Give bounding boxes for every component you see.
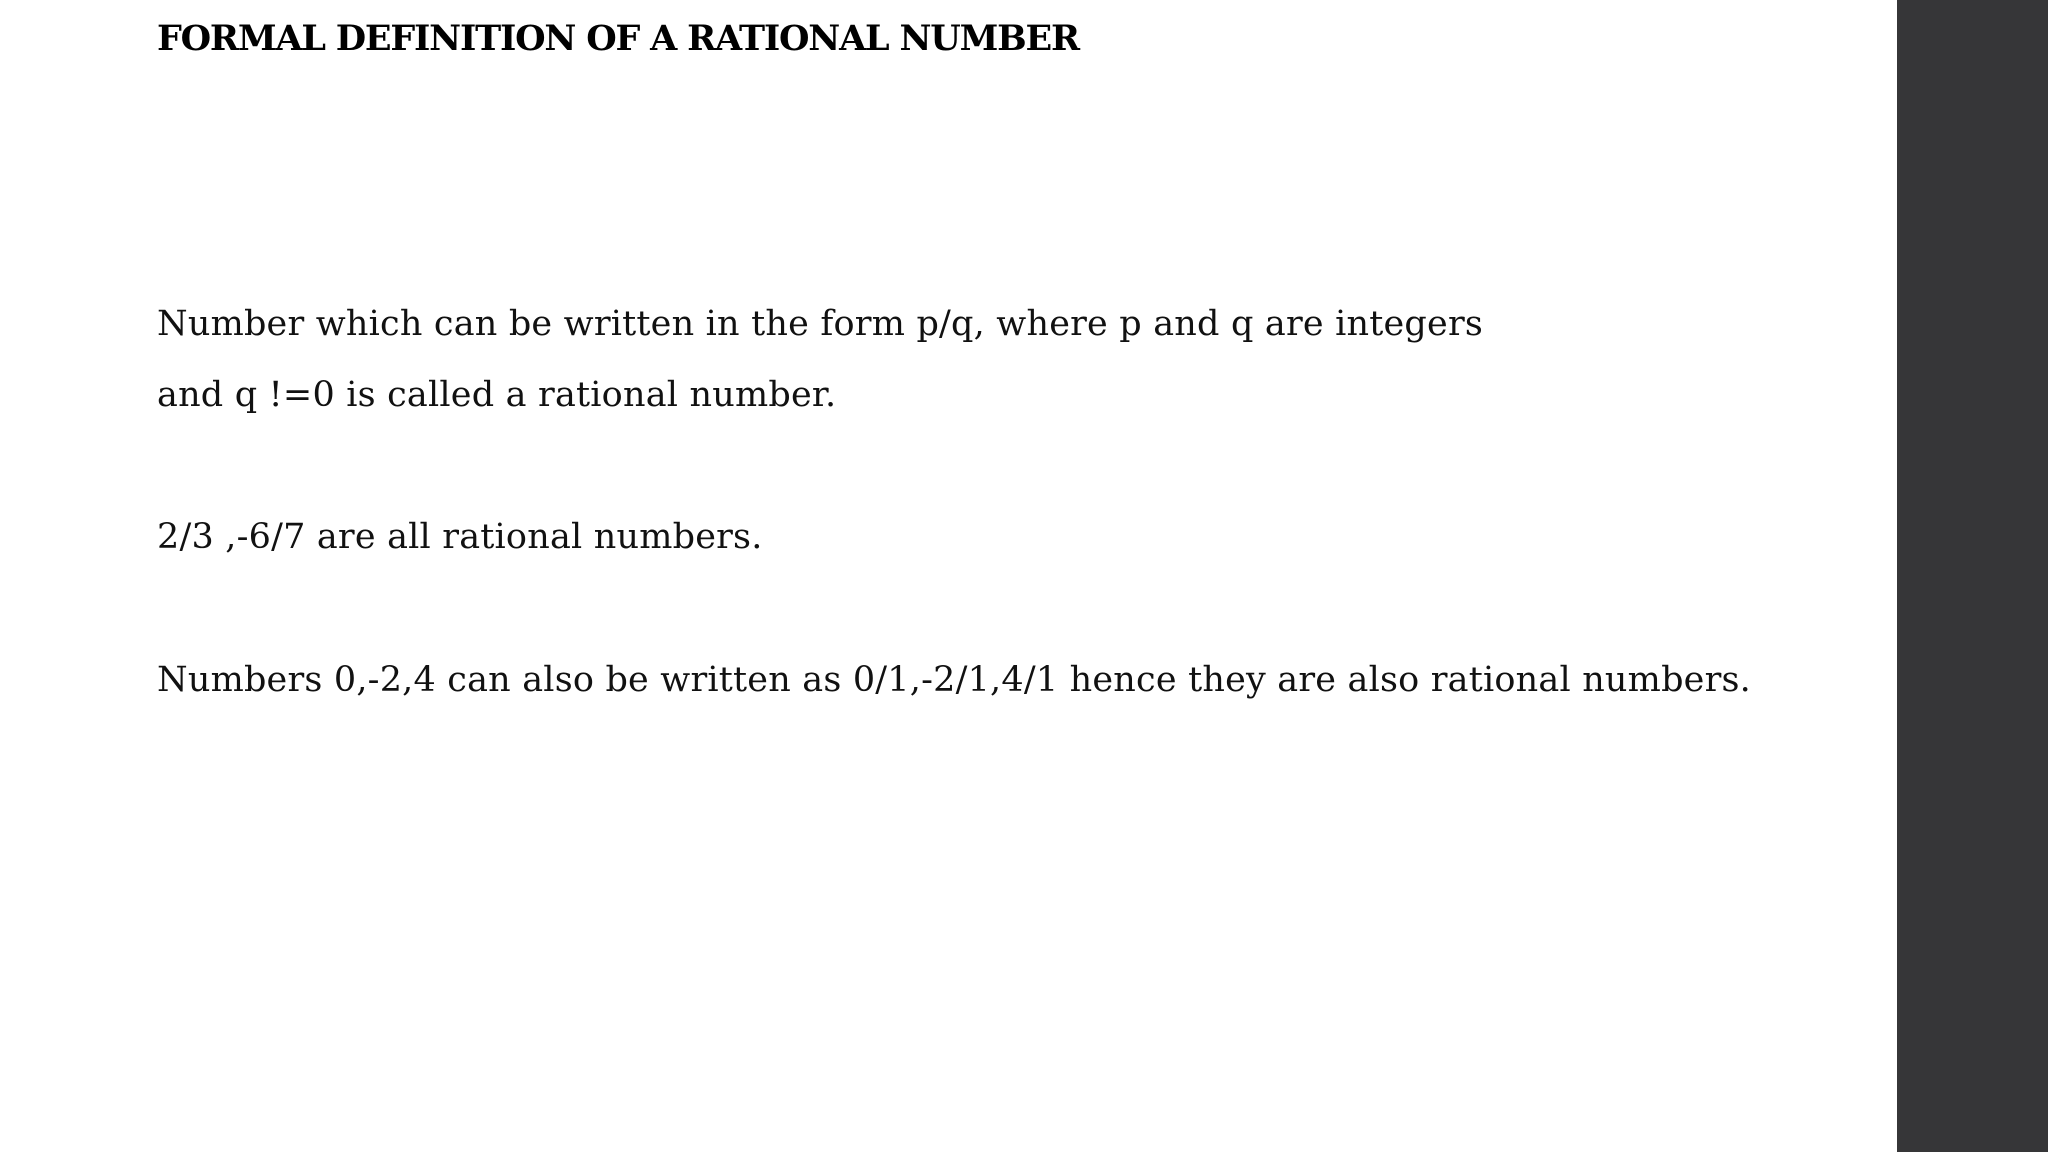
side-panel — [1897, 0, 2048, 1152]
slide-title: FORMAL DEFINITION OF A RATIONAL NUMBER — [157, 18, 1079, 59]
example-line: 2/3 ,-6/7 are all rational numbers. — [157, 517, 763, 557]
definition-line-1: Number which can be written in the form p/q, where p and q are integers — [157, 304, 1484, 344]
extra-example-line: Numbers 0,-2,4 can also be written as 0/1,-2/1,4/1 hence they are also rational numbers. — [157, 660, 1752, 700]
definition-line-2: and q !=0 is called a rational number. — [157, 375, 837, 415]
